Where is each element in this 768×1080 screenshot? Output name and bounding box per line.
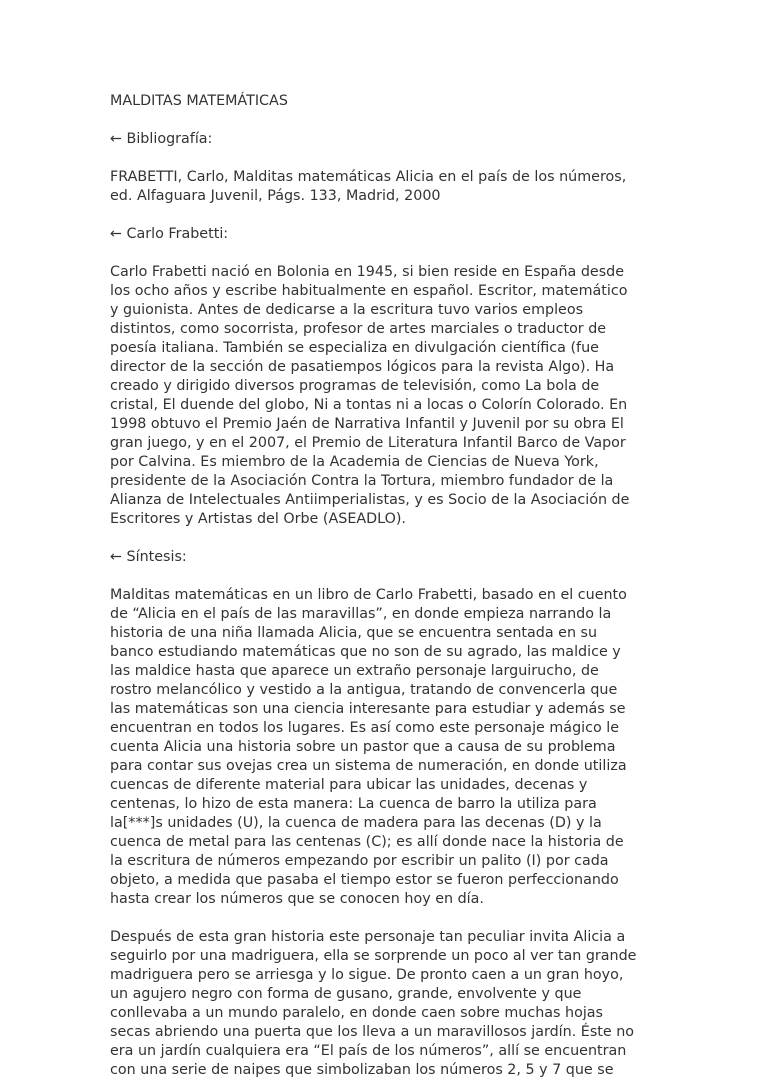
text-line: historia de una niña llamada Alicia, que se encuentra sentada en su [110,625,598,641]
document-title: MALDITAS MATEMÁTICAS [110,93,288,109]
section-heading-bibliografia: ← Bibliografía: [110,131,213,147]
text-line: Escritores y Artistas del Orbe (ASEADLO). [110,511,406,527]
text-line: de “Alicia en el país de las maravillas”, en donde empieza narrando la [110,606,612,622]
text-line: era un jardín cualquiera era “El país de los números”, allí se encuentran [110,1043,627,1059]
text-line: cuencas de diferente material para ubicar las unidades, decenas y [110,777,588,793]
section-heading-sintesis: ← Síntesis: [110,549,187,565]
text-line: 1998 obtuvo el Premio Jaén de Narrativa Infantil y Juvenil por su obra El [110,416,624,432]
section-heading-author: ← Carlo Frabetti: [110,226,229,242]
text-line: hasta crear los números que se conocen hoy en día. [110,891,484,907]
text-line: madriguera pero se arriesga y lo sigue. De pronto caen a un gran hoyo, [110,967,624,983]
text-line: Carlo Frabetti nació en Bolonia en 1945, si bien reside en España desde [110,264,625,280]
text-line: encuentran en todos los lugares. Es así como este personaje mágico le [110,720,620,736]
text-line: centenas, lo hizo de esta manera: La cuenca de barro la utiliza para [110,796,597,812]
bibliography-paragraph [110,168,650,206]
text-line: FRABETTI, Carlo, Malditas matemáticas Alicia en el país de los números, [110,169,627,185]
text-line: presidente de la Asociación Contra la Tortura, miembro fundador de la [110,473,614,489]
synthesis-paragraph-2 [110,928,650,1080]
text-line: con una serie de naipes que simbolizaban los números 2, 5 y 7 que se [110,1062,614,1078]
synthesis-paragraph-1 [110,586,650,909]
text-line: cristal, El duende del globo, Ni a tontas ni a locas o Colorín Colorado. En [110,397,628,413]
text-line: banco estudiando matemáticas que no son de su agrado, las maldice y [110,644,621,660]
author-paragraph [110,263,650,529]
text-line: Malditas matemáticas en un libro de Carlo Frabetti, basado en el cuento [110,587,627,603]
text-line: la escritura de números empezando por escribir un palito (I) por cada [110,853,609,869]
text-line: y guionista. Antes de dedicarse a la escritura tuvo varios empleos [110,302,584,318]
text-line: Después de esta gran historia este personaje tan peculiar invita Alicia a [110,929,626,945]
text-line: un agujero negro con forma de gusano, grande, envolvente y que [110,986,582,1002]
text-line: objeto, a medida que pasaba el tiempo estor se fueron perfeccionando [110,872,619,888]
text-line: ed. Alfaguara Juvenil, Págs. 133, Madrid, 2000 [110,188,441,204]
text-line: gran juego, y en el 2007, el Premio de Literatura Infantil Barco de Vapor [110,435,626,451]
text-line: para contar sus ovejas crea un sistema de numeración, en donde utiliza [110,758,627,774]
text-line: distintos, como socorrista, profesor de artes marciales o traductor de [110,321,607,337]
text-line: Alianza de Intelectuales Antiimperialistas, y es Socio de la Asociación de [110,492,630,508]
text-line: poesía italiana. También se especializa en divulgación científica (fue [110,340,599,356]
text-line: los ocho años y escribe habitualmente en español. Escritor, matemático [110,283,628,299]
text-line: las maldice hasta que aparece un extraño personaje larguirucho, de [110,663,599,679]
document-page [110,92,650,1080]
text-line: cuenta Alicia una historia sobre un pastor que a causa de su problema [110,739,616,755]
text-line: rostro melancólico y vestido a la antigua, tratando de convencerla que [110,682,618,698]
text-line: conllevaba a un mundo paralelo, en donde caen sobre muchas hojas [110,1005,604,1021]
text-line: director de la sección de pasatiempos lógicos para la revista Algo). Ha [110,359,615,375]
text-line: cuenca de metal para las centenas (C); es allí donde nace la historia de [110,834,624,850]
text-line: las matemáticas son una ciencia interesante para estudiar y además se [110,701,626,717]
text-line: seguirlo por una madriguera, ella se sorprende un poco al ver tan grande [110,948,637,964]
text-line: la[***]s unidades (U), la cuenca de madera para las decenas (D) y la [110,815,602,831]
text-line: creado y dirigido diversos programas de televisión, como La bola de [110,378,600,394]
text-line: secas abriendo una puerta que los lleva a un maravillosos jardín. Éste no [110,1024,635,1040]
text-line: por Calvina. Es miembro de la Academia de Ciencias de Nueva York, [110,454,599,470]
